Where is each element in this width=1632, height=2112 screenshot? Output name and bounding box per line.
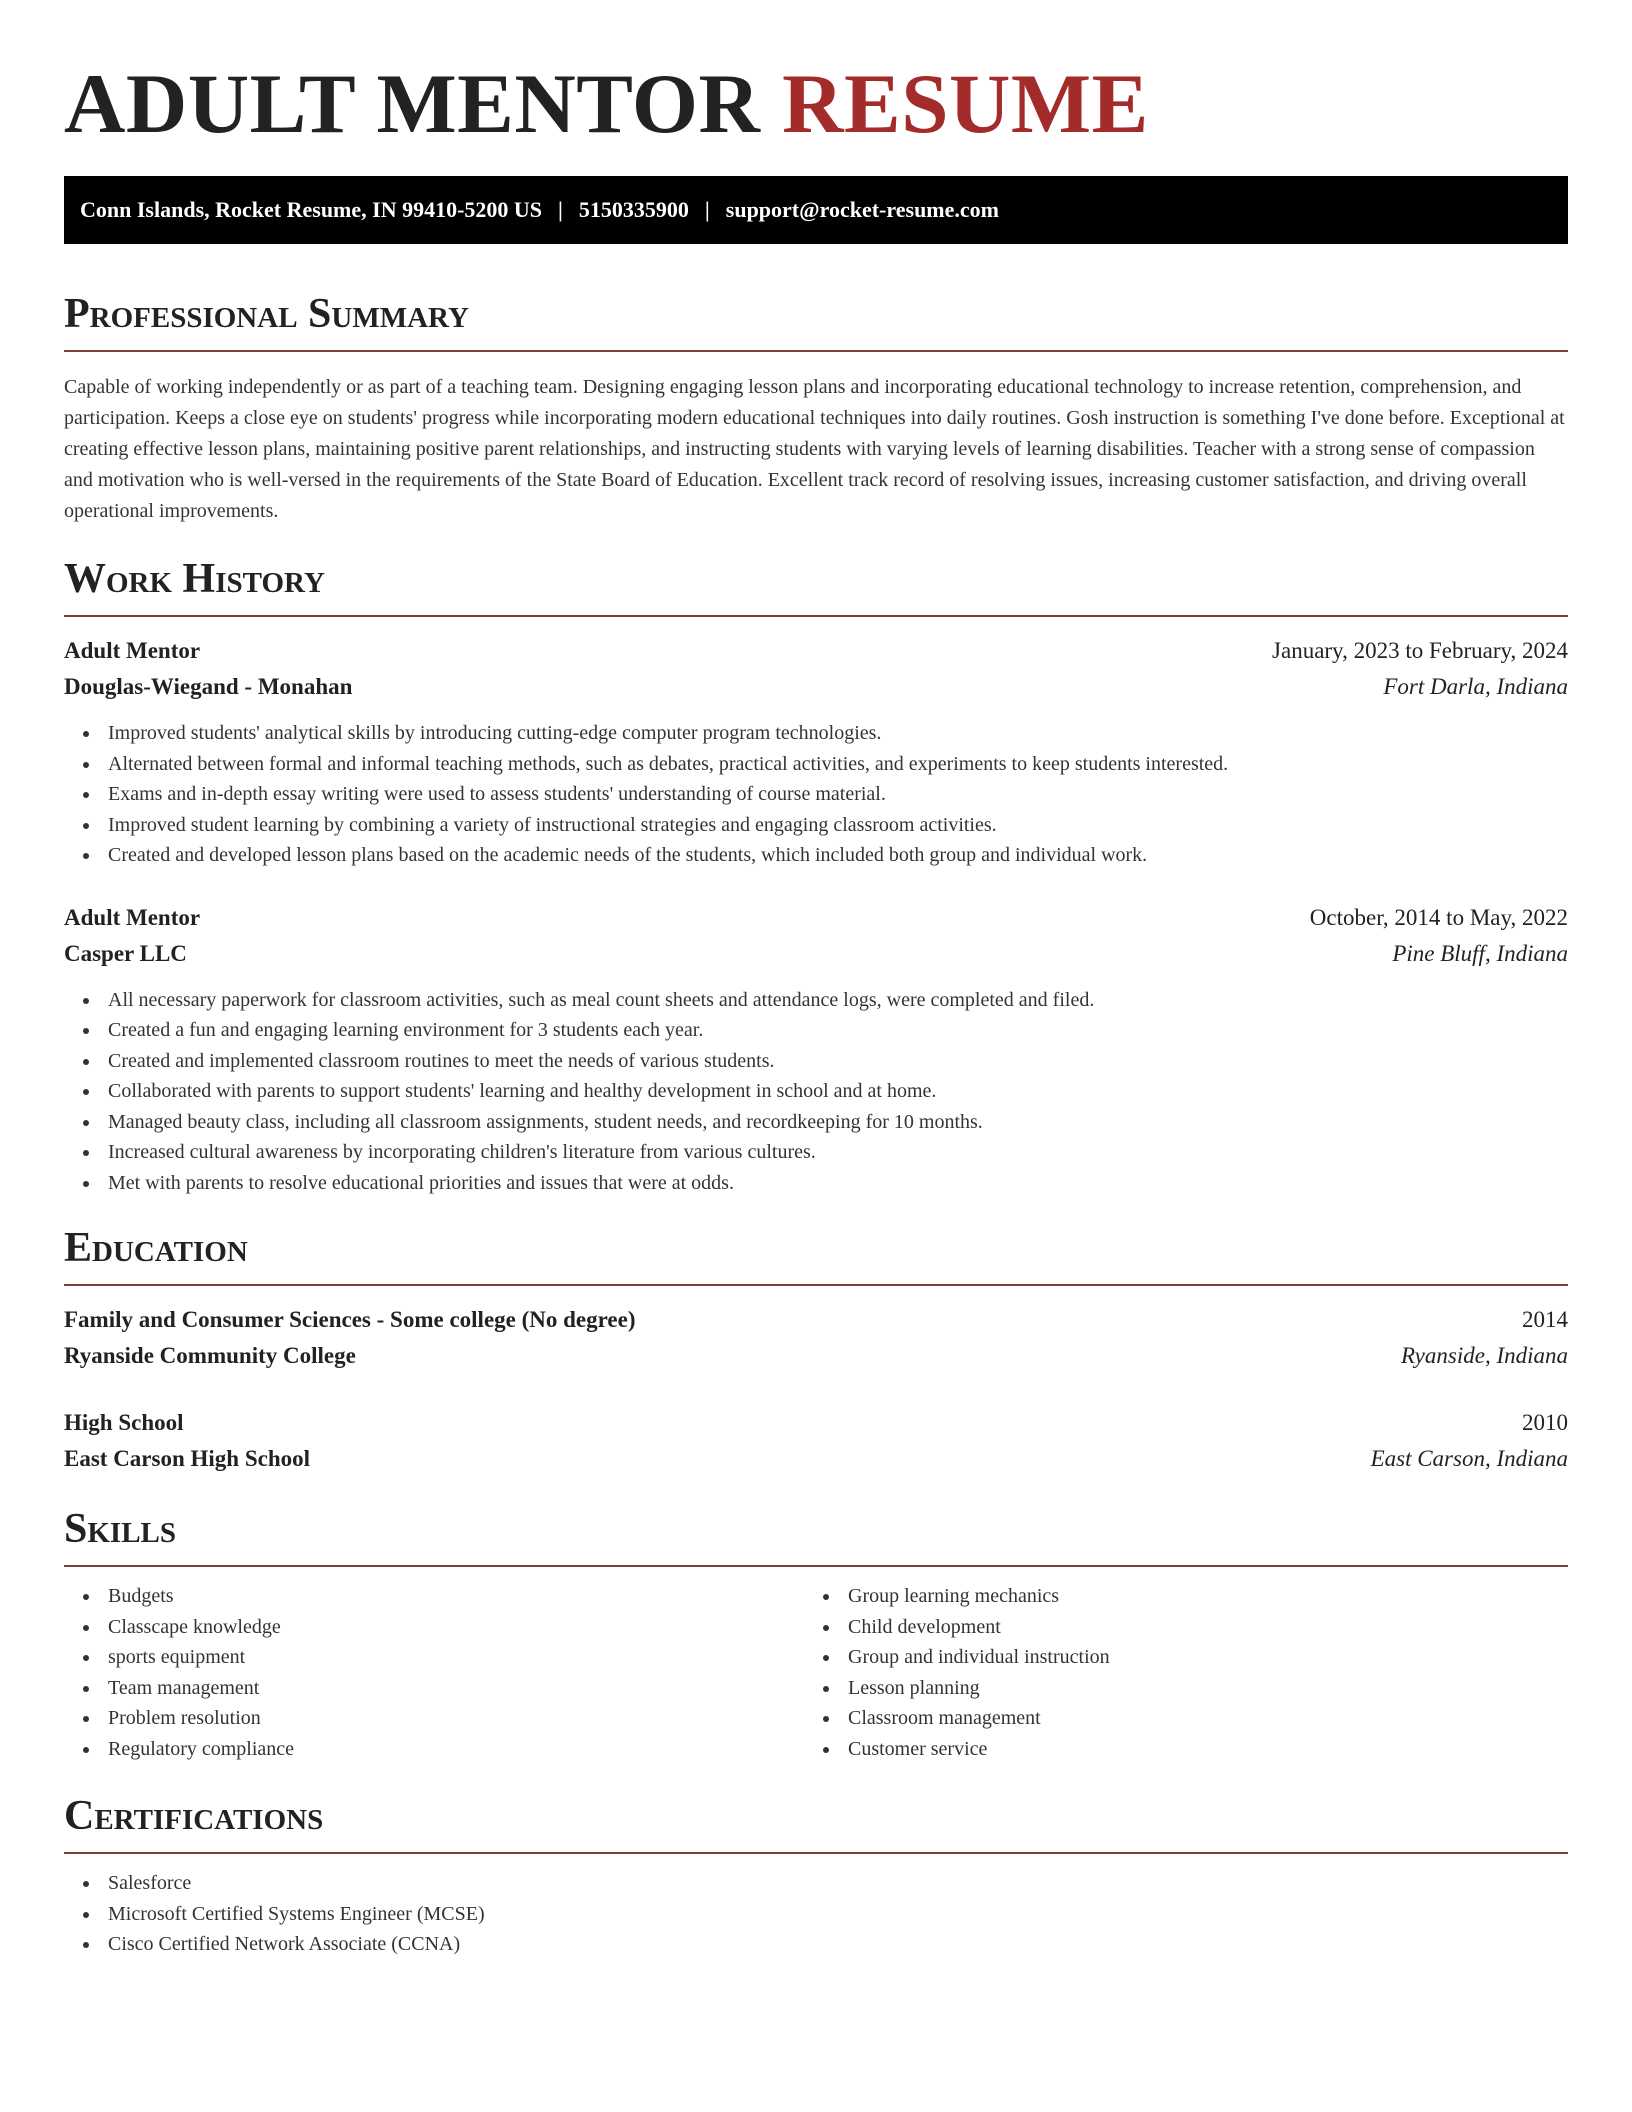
list-item: Exams and in-depth essay writing were used to assess students' understanding of course material. <box>64 779 1568 810</box>
summary-heading: Professional Summary <box>64 291 469 337</box>
skills-section <box>64 1505 1568 1764</box>
list-item: Group learning mechanics <box>804 1581 1544 1612</box>
list-item: Microsoft Certified Systems Engineer (MCSE) <box>64 1899 1568 1930</box>
list-item: All necessary paperwork for classroom activities, such as meal count sheets and attendance logs, were completed and filed. <box>64 985 1568 1016</box>
education-degree-row <box>64 1302 1568 1338</box>
job-company: Douglas-Wiegand - Monahan <box>64 674 353 699</box>
list-item: Created a fun and engaging learning environment for 3 students each year. <box>64 1015 1568 1046</box>
certifications-heading: Certifications <box>64 1793 324 1839</box>
list-item: Problem resolution <box>64 1703 804 1734</box>
job-header-row <box>64 633 1568 669</box>
contact-separator: | <box>704 197 710 222</box>
contact-phone: 5150335900 <box>578 197 689 222</box>
section-divider <box>64 350 1568 352</box>
section-divider <box>64 1852 1568 1854</box>
skills-list-left <box>64 1581 804 1764</box>
work-history-section <box>64 555 1568 1198</box>
education-location: Ryanside, Indiana <box>1401 1343 1568 1368</box>
summary-section <box>64 290 1568 527</box>
certifications-section <box>64 1792 1568 1960</box>
list-item: Alternated between formal and informal teaching methods, such as debates, practical activities, and experiments to keep students interested. <box>64 749 1568 780</box>
job-entry <box>64 900 1568 1199</box>
certifications-list <box>64 1868 1568 1960</box>
list-item: Customer service <box>804 1734 1544 1765</box>
list-item: Team management <box>64 1673 804 1704</box>
skills-list-right <box>804 1581 1544 1764</box>
list-item: Improved students' analytical skills by introducing cutting-edge computer program technologies. <box>64 718 1568 749</box>
skills-heading: Skills <box>64 1506 177 1552</box>
section-divider <box>64 1565 1568 1567</box>
list-item: sports equipment <box>64 1642 804 1673</box>
job-bullets <box>64 985 1568 1199</box>
title-main: ADULT MENTOR <box>64 57 761 151</box>
education-degree-row <box>64 1405 1568 1441</box>
list-item: Managed beauty class, including all classroom assignments, student needs, and recordkeeping for 10 months. <box>64 1107 1568 1138</box>
job-header-row <box>64 900 1568 936</box>
work-history-heading: Work History <box>64 556 325 602</box>
list-item: Budgets <box>64 1581 804 1612</box>
list-item: Child development <box>804 1612 1544 1643</box>
job-role: Adult Mentor <box>64 638 201 663</box>
list-item: Met with parents to resolve educational priorities and issues that were at odds. <box>64 1168 1568 1199</box>
contact-email: support@rocket-resume.com <box>725 197 999 222</box>
list-item: Collaborated with parents to support students' learning and healthy development in school and at home. <box>64 1076 1568 1107</box>
job-bullets <box>64 718 1568 871</box>
list-item: Salesforce <box>64 1868 1568 1899</box>
contact-separator: | <box>558 197 563 222</box>
job-location: Pine Bluff, Indiana <box>1392 940 1568 966</box>
education-school-row <box>64 1338 1568 1374</box>
education-degree: High School <box>64 1410 184 1435</box>
education-heading: Education <box>64 1225 248 1271</box>
job-dates: October, 2014 to May, 2022 <box>1309 904 1568 930</box>
section-divider <box>64 615 1568 617</box>
list-item: Cisco Certified Network Associate (CCNA) <box>64 1929 1568 1960</box>
education-location: East Carson, Indiana <box>1370 1446 1568 1471</box>
job-entry <box>64 633 1568 871</box>
list-item: Classcape knowledge <box>64 1612 804 1643</box>
education-entry <box>64 1302 1568 1374</box>
education-school-row <box>64 1441 1568 1477</box>
summary-text: Capable of working independently or as part of a teaching team. Designing engaging lesson plans and incorporating educational technology to increase retention, comprehension, and participation. Keeps a close eye on students' progress while incorporating modern educational techniques into daily routines. Gosh instruction is something I've done before. Exceptional at creating effective lesson plans, maintaining positive parent relationships, and instructing students with varying levels of learning disabilities. Teacher with a strong sense of compassion and motivation who is well-versed in the requirements of the State Board of Education. Excellent track record of resolving issues, increasing customer satisfaction, and driving overall operational improvements. <box>64 376 1565 522</box>
list-item: Group and individual instruction <box>804 1642 1544 1673</box>
job-company: Casper LLC <box>64 940 187 966</box>
list-item: Improved student learning by combining a variety of instructional strategies and engaging classroom activities. <box>64 810 1568 841</box>
resume-title <box>64 56 1568 152</box>
job-company-row <box>64 936 1568 972</box>
list-item: Classroom management <box>804 1703 1544 1734</box>
job-location: Fort Darla, Indiana <box>1383 674 1568 699</box>
title-accent: RESUME <box>782 57 1149 151</box>
contact-address: Conn Islands, Rocket Resume, IN 99410-5200 US <box>80 197 543 222</box>
list-item: Lesson planning <box>804 1673 1544 1704</box>
education-degree: Family and Consumer Sciences - Some college (No degree) <box>64 1307 636 1332</box>
education-year: 2014 <box>1522 1307 1568 1332</box>
job-role: Adult Mentor <box>64 904 201 930</box>
contact-bar <box>64 176 1568 244</box>
education-school: Ryanside Community College <box>64 1343 356 1368</box>
education-section <box>64 1224 1568 1477</box>
job-dates: January, 2023 to February, 2024 <box>1272 638 1568 663</box>
list-item: Created and developed lesson plans based on the academic needs of the students, which included both group and individual work. <box>64 840 1568 871</box>
education-entry <box>64 1405 1568 1477</box>
list-item: Increased cultural awareness by incorporating children's literature from various cultures. <box>64 1137 1568 1168</box>
education-year: 2010 <box>1522 1410 1568 1435</box>
list-item: Regulatory compliance <box>64 1734 804 1765</box>
list-item: Created and implemented classroom routines to meet the needs of various students. <box>64 1046 1568 1077</box>
section-divider <box>64 1284 1568 1286</box>
skills-columns <box>64 1581 1568 1764</box>
education-school: East Carson High School <box>64 1446 311 1471</box>
job-company-row <box>64 669 1568 705</box>
